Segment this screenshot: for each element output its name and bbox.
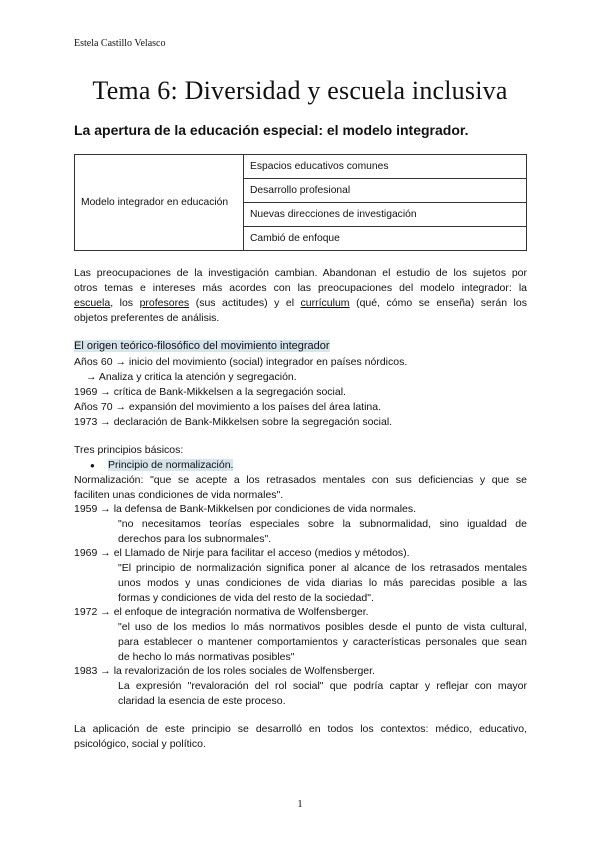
year-entry: 1969 → el Llamado de Nirje para facilitar el acceso (medios y métodos). — [74, 547, 410, 559]
year-entry: 1983 → la revalorización de los roles sociales de Wolfensberger. — [74, 665, 375, 677]
section-heading — [74, 339, 330, 354]
quote-line: derechos para los subnormales". — [118, 533, 272, 545]
intro-line: objetos preferentes de análisis. — [74, 312, 220, 324]
intro-text: (sus actitudes) y el — [189, 297, 301, 309]
intro-text: (qué, cómo se enseña) serán los — [349, 297, 527, 309]
quote-line: formas y condiciones de vida del resto de la sociedad". — [118, 592, 374, 604]
principle-item — [108, 458, 233, 473]
timeline-line: 1973 → declaración de Bank-Mikkelsen sobre la segregación social. — [74, 416, 393, 428]
definition-line: Normalización: "que se acepte a los retrasados mentales con sus deficiencias y que se — [74, 474, 527, 486]
timeline-line: Años 60 → inicio del movimiento (social) integrador en países nórdicos. — [74, 356, 408, 368]
model-item-cell: Desarrollo profesional — [244, 179, 527, 203]
timeline-line: → Analiza y critica la atención y segregación. — [86, 371, 297, 383]
bullet-icon: ● — [90, 461, 95, 470]
quote-line: "no necesitamos teorías especiales sobre la subnormalidad, sino igualdad de — [118, 518, 527, 530]
quote-line: para establecer o mantener comportamientos y características personales que sean — [118, 636, 527, 648]
model-item-cell: Cambió de enfoque — [244, 227, 527, 251]
quote-line: La expresión "revaloración del rol social" que podría captar y reflejar con mayor — [118, 680, 527, 692]
closing-line: psicológico, social y político. — [74, 738, 206, 750]
intro-line — [74, 296, 527, 311]
model-item-cell: Nuevas direcciones de investigación — [244, 203, 527, 227]
intro-line: Las preocupaciones de la investigación cambian. Abandonan el estudio de los sujetos por — [74, 267, 527, 279]
page-title: Tema 6: Diversidad y escuela inclusiva — [92, 76, 508, 105]
quote-line: unos modos y unas condiciones de vida diarias lo más parecidas posible a las — [118, 577, 527, 589]
curriculum-term: currículum — [300, 297, 350, 309]
author-header: Estela Castillo Velasco — [74, 38, 166, 49]
escuela-term: escuela — [74, 297, 111, 309]
origin-heading: El origen teórico-filosófico del movimiento integrador — [74, 340, 330, 352]
principles-intro: Tres principios básicos: — [74, 444, 184, 456]
profesores-term: profesores — [139, 297, 190, 309]
intro-text: , los — [110, 297, 140, 309]
quote-line: "El principio de normalización significa poner al alcance de los retrasados mentales — [118, 562, 527, 574]
year-entry: 1972 → el enfoque de integración normativa de Wolfensberger. — [74, 606, 369, 618]
definition-line: faciliten unas condiciones de vida normales". — [74, 489, 284, 501]
timeline-line: 1969 → crítica de Bank-Mikkelsen a la segregación social. — [74, 386, 346, 398]
model-item-cell: Espacios educativos comunes — [244, 155, 527, 179]
table-row — [75, 155, 527, 179]
page-number: 1 — [297, 798, 303, 810]
model-label-cell: Modelo integrador en educación — [75, 155, 244, 251]
quote-line: "el uso de los medios lo más normativos posibles desde el punto de vista cultural, — [118, 621, 527, 633]
quote-line: de hecho lo más normativas posibles" — [118, 651, 295, 663]
closing-line: La aplicación de este principio se desarrolló en todos los contextos: médico, educativo, — [74, 723, 527, 735]
model-table — [74, 154, 527, 251]
quote-line: claridad la esencia de este proceso. — [118, 695, 286, 707]
intro-line: otros temas e intereses más acordes con las preocupaciones del modelo integrador: la — [74, 282, 527, 294]
principle-label: Principio de normalización. — [108, 459, 234, 471]
section-subtitle: La apertura de la educación especial: el modelo integrador. — [74, 122, 469, 138]
year-entry: 1959 → la defensa de Bank-Mikkelsen por condiciones de vida normales. — [74, 503, 417, 515]
timeline-line: Años 70 → expansión del movimiento a los países del área latina. — [74, 401, 382, 413]
